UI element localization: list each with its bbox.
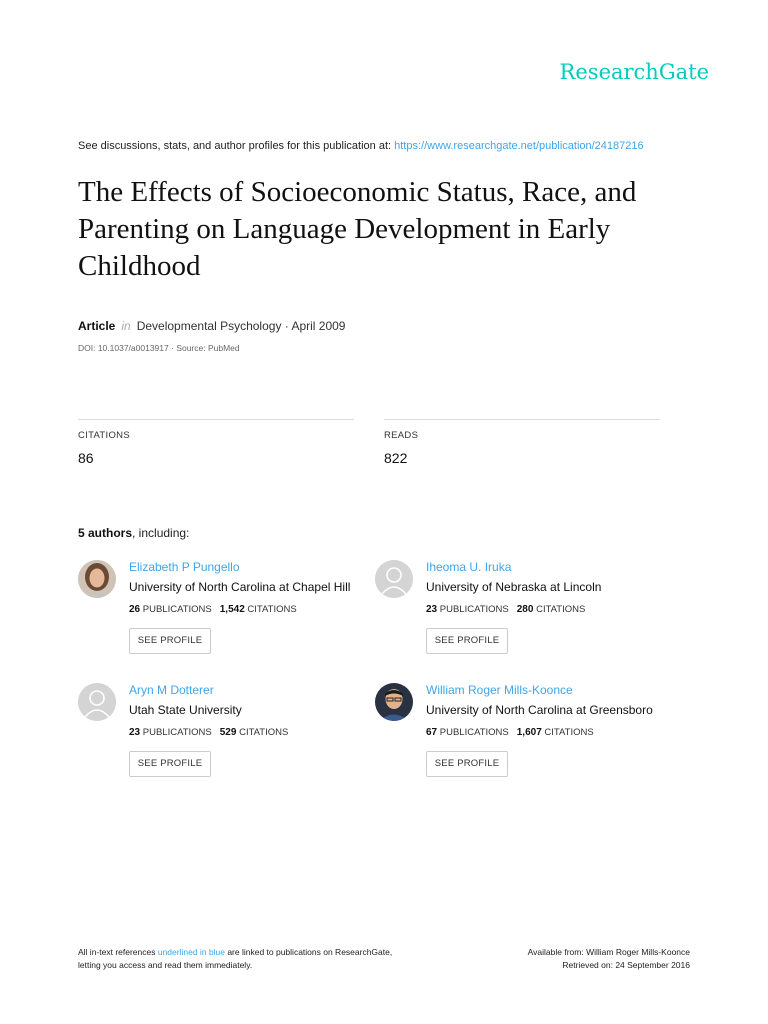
author-publications-count: 23 [426, 604, 438, 615]
retrieved-on: Retrieved on: 24 September 2016 [562, 960, 690, 970]
author-photo[interactable] [375, 683, 413, 721]
underlined-in-blue-text: underlined in blue [157, 947, 225, 957]
see-profile-button[interactable]: SEE PROFILE [426, 751, 508, 777]
author-stats [129, 604, 297, 615]
author-institution: Utah State University [129, 703, 242, 717]
author-publications-count: 26 [129, 604, 141, 615]
page-title: The Effects of Socioeconomic Status, Race, and Parenting on Language Development in Early Childhood [78, 176, 637, 282]
default-avatar-icon[interactable] [375, 560, 413, 598]
author-citations-label: CITATIONS [544, 727, 594, 738]
citations-label: CITATIONS [78, 430, 130, 441]
author-stats [129, 727, 288, 738]
author-card [375, 683, 675, 783]
author-name[interactable]: Iheoma U. Iruka [426, 560, 512, 574]
footer-note-line-1 [78, 946, 392, 959]
author-publications-count: 67 [426, 727, 438, 738]
reads-stat [384, 419, 660, 466]
author-citations-count: 280 [516, 604, 534, 615]
author-publications-count: 23 [129, 727, 141, 738]
author-stats [426, 727, 594, 738]
reads-label: READS [384, 430, 419, 441]
author-name[interactable]: William Roger Mills-Koonce [426, 683, 573, 697]
publication-meta [78, 319, 345, 333]
doi-source: DOI: 10.1037/a0013917 · Source: PubMed [78, 343, 240, 353]
author-card [78, 560, 378, 660]
see-profile-button[interactable]: SEE PROFILE [129, 628, 211, 654]
author-stats [426, 604, 585, 615]
discussion-text: See discussions, stats, and author profiles for this publication at: [78, 140, 395, 152]
author-citations-label: CITATIONS [536, 604, 586, 615]
author-name[interactable]: Aryn M Dotterer [129, 683, 214, 697]
authors-heading-rest: , including: [132, 526, 190, 540]
authors-count: 5 authors [78, 526, 133, 540]
author-photo[interactable] [78, 560, 116, 598]
author-citations-label: CITATIONS [239, 727, 289, 738]
see-profile-button[interactable]: SEE PROFILE [129, 751, 211, 777]
in-label: in [121, 319, 131, 333]
publication-type: Article [78, 319, 116, 333]
see-profile-button[interactable]: SEE PROFILE [426, 628, 508, 654]
citations-stat [78, 419, 354, 466]
author-name[interactable]: Elizabeth P Pungello [129, 560, 240, 574]
author-institution: University of North Carolina at Greensboro [426, 703, 653, 717]
default-avatar-icon[interactable] [78, 683, 116, 721]
author-institution: University of Nebraska at Lincoln [426, 580, 602, 594]
reads-value: 822 [384, 450, 408, 466]
available-from: Available from: William Roger Mills-Koonce [527, 947, 690, 957]
author-citations-label: CITATIONS [247, 604, 297, 615]
footer-note-line-2: letting you access and read them immediately. [78, 960, 253, 970]
citations-value: 86 [78, 450, 94, 466]
author-publications-label: PUBLICATIONS [439, 604, 509, 615]
author-publications-label: PUBLICATIONS [142, 727, 212, 738]
author-citations-count: 1,542 [219, 604, 245, 615]
footer-text: are linked to publications on ResearchGate, [224, 947, 393, 957]
author-citations-count: 1,607 [516, 727, 542, 738]
researchgate-logo[interactable]: ResearchGate [559, 60, 709, 84]
author-citations-count: 529 [219, 727, 237, 738]
author-publications-label: PUBLICATIONS [439, 727, 509, 738]
discussion-line [78, 140, 644, 152]
footer-availability [528, 946, 690, 972]
publication-link[interactable]: https://www.researchgate.net/publication/24187216 [394, 140, 644, 152]
author-card [375, 560, 675, 660]
footer-text: All in-text references [78, 947, 158, 957]
journal-date: Developmental Psychology · April 2009 [136, 319, 346, 333]
footer-note [78, 946, 392, 972]
author-institution: University of North Carolina at Chapel Hill [129, 580, 351, 594]
authors-heading [78, 526, 189, 540]
author-publications-label: PUBLICATIONS [142, 604, 212, 615]
author-card [78, 683, 378, 783]
